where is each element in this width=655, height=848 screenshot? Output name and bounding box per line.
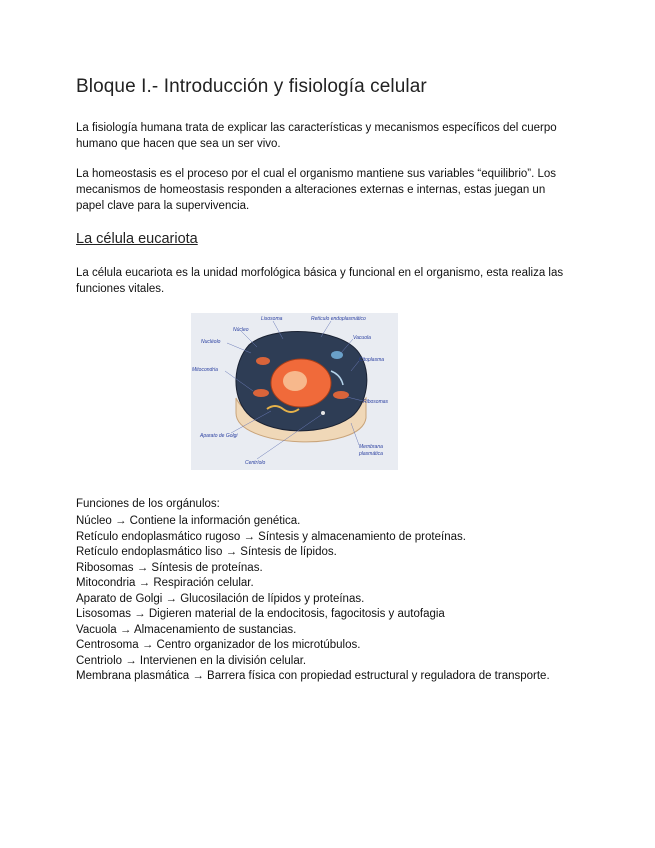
mitochondrion bbox=[333, 391, 349, 399]
label-nucleo: Núcleo bbox=[233, 327, 249, 333]
list-item: Ribosomas → Síntesis de proteínas. bbox=[76, 561, 263, 574]
page-title: Bloque I.- Introducción y fisiología celular bbox=[76, 76, 427, 97]
nucleolus bbox=[283, 371, 307, 391]
cell-illustration bbox=[191, 313, 398, 470]
intro-paragraph-physiology: La fisiología humana trata de explicar las características y mecanismos específicos del cuerpo humano que hacen que sea un ser vivo. bbox=[76, 122, 557, 150]
label-centriolo: Centríolo bbox=[245, 460, 266, 466]
section-paragraph: La célula eucariota es la unidad morfológica básica y funcional en el organismo, esta realiza las funciones vitales. bbox=[76, 267, 564, 295]
section-heading: La célula eucariota bbox=[76, 231, 198, 247]
mitochondrion bbox=[256, 357, 270, 365]
mitochondrion bbox=[253, 389, 269, 397]
label-citoplasma: Citoplasma bbox=[359, 357, 385, 363]
list-item: Centriolo → Intervienen en la división celular. bbox=[76, 654, 307, 667]
label-nucleolo: Nucléolo bbox=[201, 339, 221, 345]
centriole bbox=[321, 411, 325, 415]
list-item: Mitocondria → Respiración celular. bbox=[76, 577, 254, 589]
label-reticulo: Retículo endoplasmático bbox=[311, 316, 366, 322]
label-mitocondria: Mitocondria bbox=[192, 367, 218, 373]
list-item: Membrana plasmática → Barrera física con propiedad estructural y reguladora de transporte. bbox=[76, 670, 550, 682]
list-item: Vacuola → Almacenamiento de sustancias. bbox=[76, 623, 297, 636]
label-lisosoma: Lisosoma bbox=[261, 316, 283, 322]
label-membrana-2: plasmática bbox=[359, 451, 383, 457]
list-item: Centrosoma → Centro organizador de los microtúbulos. bbox=[76, 639, 361, 651]
list-item: Núcleo → Contiene la información genética. bbox=[76, 515, 301, 527]
vacuole bbox=[331, 351, 343, 359]
list-item: Retículo endoplasmático liso → Síntesis de lípidos. bbox=[76, 546, 337, 558]
functions-list bbox=[76, 514, 550, 685]
list-item: Lisosomas → Digieren material de la endocitosis, fagocitosis y autofagia bbox=[76, 608, 445, 620]
label-golgi: Aparato de Golgi bbox=[200, 433, 238, 439]
list-item: Retículo endoplasmático rugoso → Síntesis y almacenamiento de proteínas. bbox=[76, 530, 466, 543]
label-ribosomas: Ribosomas bbox=[363, 399, 389, 405]
label-membrana-1: Membrana bbox=[359, 444, 383, 450]
list-item: Aparato de Golgi → Glucosilación de lípidos y proteínas. bbox=[76, 592, 365, 605]
eukaryotic-cell-diagram bbox=[191, 313, 398, 470]
label-vacuola: Vacuola bbox=[353, 335, 371, 341]
functions-heading: Funciones de los orgánulos: bbox=[76, 498, 220, 510]
intro-paragraph-homeostasis: La homeostasis es el proceso por el cual el organismo mantiene sus variables “equilibrio”. Los mecanismos de homeostasis responden a alteraciones externas e internas, estas juegan un papel clave para la supervivencia. bbox=[76, 168, 557, 212]
